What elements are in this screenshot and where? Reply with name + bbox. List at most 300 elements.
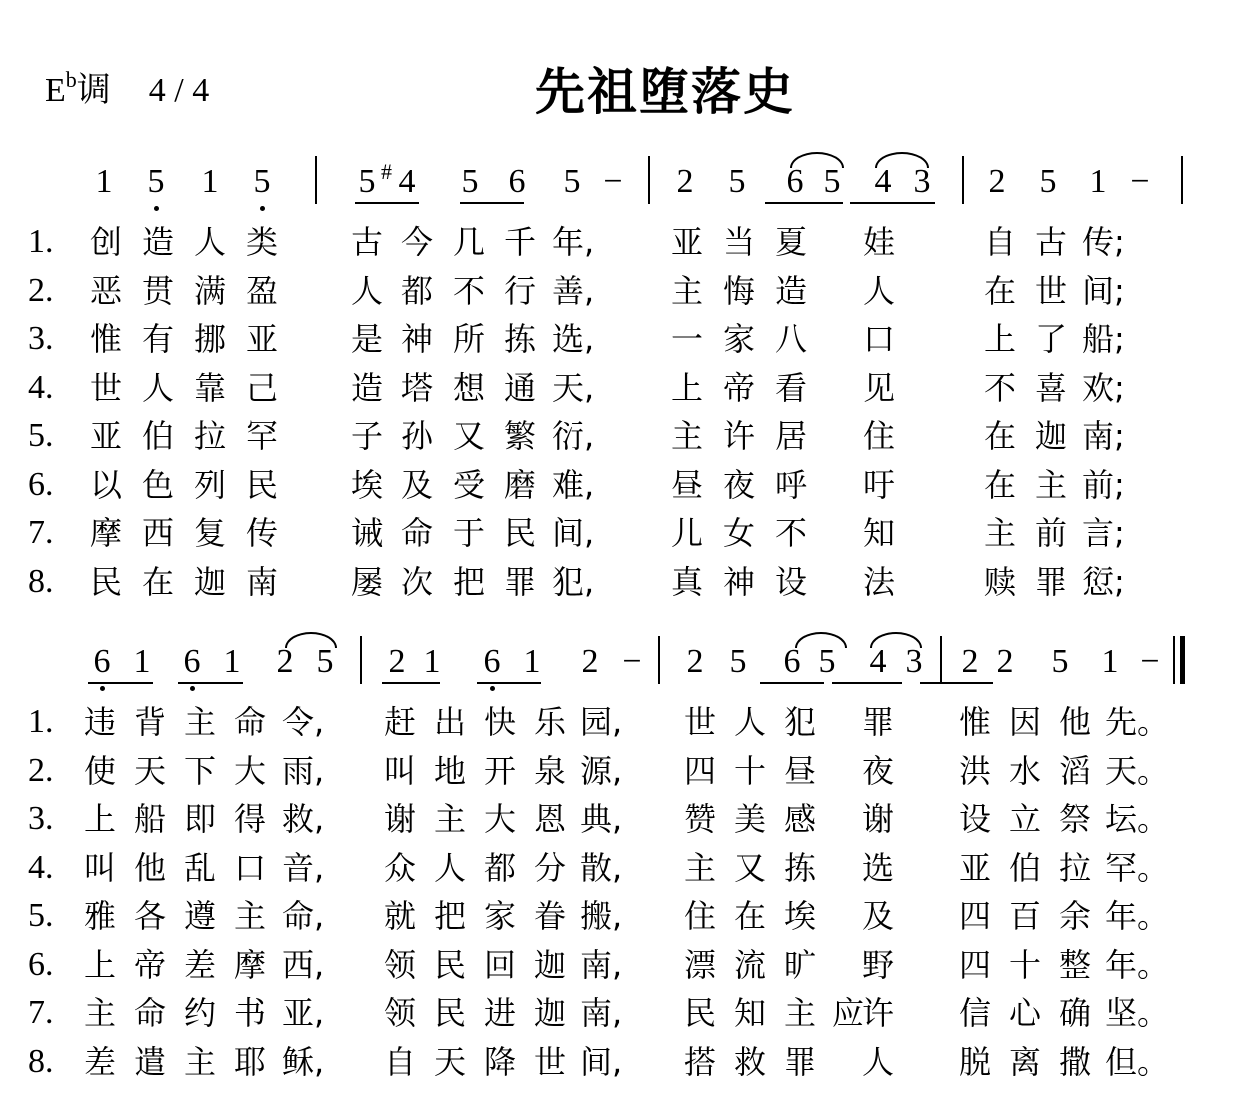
lyric-syllable: 是 [350,320,383,358]
lyric-syllable: 南; [1082,417,1125,455]
note [520,642,544,682]
lyric-syllable: 背 [133,703,166,741]
verse-number: 3. [28,800,54,837]
lyric-syllable: 叫 [383,751,416,790]
lyric-syllable: 民 [433,994,466,1032]
lyric-syllable: 上 [83,800,116,838]
lyric-syllable: 造 [774,271,807,310]
lyric-syllable: 满 [193,271,226,310]
lyric-syllable: 坛。 [1105,800,1170,838]
verse-line [28,269,1228,313]
lyric-syllable: 余 [1058,897,1091,935]
lyric-syllable: 人 [862,271,895,310]
lyric-syllable: 罪 [783,1042,816,1081]
note [783,162,807,202]
lyric-syllable: 洪 [958,751,991,790]
lyric-syllable: 知 [862,514,895,552]
note [273,642,297,682]
lyric-syllable: 犯, [552,562,595,601]
lyric-syllable: 赎 [983,562,1016,601]
lyric-syllable: 人 [141,368,174,407]
lyric-syllable: 摩 [89,514,122,552]
note-digit: 2 [686,643,704,680]
lyric-syllable: 贯 [141,271,174,310]
lyric-syllable: 家 [722,320,755,358]
verse-line [28,991,1228,1035]
lyric-syllable: 他 [1058,703,1091,741]
note-digit: 5 [563,163,581,200]
barline [1181,156,1183,204]
verse-number: 7. [28,994,54,1031]
lyric-syllable: 船 [133,800,166,838]
lyric-syllable: 在 [141,562,174,601]
eighth-note-beam [88,682,153,684]
lyric-syllable: 船; [1082,320,1125,358]
lyric-syllable: 年。 [1105,945,1170,984]
lyric-syllable: 喜 [1034,368,1067,407]
lyric-syllable: 迦 [193,562,226,601]
note [560,162,584,202]
barline [360,636,362,684]
note-digit: 2 [276,643,294,680]
note-digit: 1 [133,643,151,680]
lyric-syllable: 伯 [141,417,174,455]
lyric-syllable: 色 [141,465,174,504]
song-title: 先祖堕落史 [535,63,795,121]
lyric-syllable: 应 [831,994,864,1032]
lyric-syllable: 塔 [400,368,433,407]
verse-number: 2. [28,271,54,309]
note [144,162,168,202]
lyric-syllable: 罕 [245,417,278,455]
lyric-syllable: 神 [400,320,433,358]
lyric-syllable: 善, [552,271,595,310]
lyric-syllable: 西 [141,514,174,552]
lyric-syllable: 以 [89,465,122,504]
eighth-note-beam [477,682,541,684]
lyric-syllable: 都 [400,271,433,310]
lyric-syllable: 领 [383,994,416,1032]
note-digit: 3 [905,643,923,680]
lyric-syllable: 埃 [783,897,816,935]
lyric-syllable: 言; [1082,514,1125,552]
lyric-syllable: 间, [552,514,595,552]
lyric-syllable: 赞 [683,800,716,838]
lyric-syllable: 所 [452,320,485,358]
lyric-syllable: 帝 [722,368,755,407]
lyric-syllable: 滔 [1058,751,1091,790]
lyric-syllable: 己 [245,368,278,407]
lyric-syllable: 居 [774,417,807,455]
lyric-syllable: 世 [533,1042,566,1081]
lyric-syllable: 野 [861,945,894,984]
time-signature: 4 / 4 [148,72,210,109]
note-digit: 4 [874,163,892,200]
eighth-note-beam [382,682,440,684]
lyric-syllable: 列 [193,465,226,504]
lyric-syllable: 世 [89,368,122,407]
lyric-syllable: 救 [733,1042,766,1081]
lyric-syllable: 令, [282,703,325,741]
lyric-syllable: 见 [862,368,895,407]
lyric-syllable: 四 [958,945,991,984]
lyric-syllable: 民 [89,562,122,601]
lyric-syllable: 救, [282,800,325,838]
verse-number: 6. [28,465,54,503]
note [1086,162,1110,202]
score-system-2 [0,642,1246,702]
lyric-syllable: 在 [733,897,766,935]
barline [940,636,942,684]
lyric-syllable: 人 [350,271,383,310]
note [458,162,482,202]
lyric-syllable: 祭 [1058,800,1091,838]
lyric-syllable: 复 [193,514,226,552]
lyric-syllable: 主 [233,897,266,935]
verse-line [28,700,1228,744]
lyric-syllable: 自 [983,223,1016,261]
lyric-syllable: 人 [861,1042,894,1081]
lyric-syllable: 又 [733,848,766,887]
verse-line [28,220,1228,264]
note [578,642,602,682]
note [815,642,839,682]
note-digit: 5 [147,163,165,200]
note-digit: 3 [913,163,931,200]
lyric-syllable: 各 [133,897,166,935]
lyric-syllable: 心 [1008,994,1041,1032]
note-digit: 5 [1039,163,1057,200]
verse-line [28,894,1228,938]
lyric-syllable: 愆; [1082,562,1125,601]
lyric-syllable: 先。 [1105,703,1170,741]
lyric-syllable: 呼 [774,465,807,504]
lyric-syllable: 伯 [1008,848,1041,887]
lyric-syllable: 主 [433,800,466,838]
eighth-note-beam [178,682,243,684]
lyric-syllable: 造 [141,223,174,261]
lyric-syllable: 八 [774,320,807,358]
lyric-syllable: 口 [862,320,895,358]
note-digit: 2 [388,643,406,680]
note [355,162,379,202]
lyric-syllable: 众 [383,848,416,887]
lyric-syllable: 命, [282,897,325,935]
verse-number: 4. [28,848,54,886]
lyric-syllable: 迦 [533,945,566,984]
lyric-syllable: 次 [400,562,433,601]
note-digit: 2 [581,643,599,680]
lyric-syllable: 整 [1058,945,1091,984]
eighth-note-beam [460,202,524,204]
lyric-syllable: 欢; [1082,368,1125,407]
lyric-syllable: 使 [83,751,116,790]
lyric-syllable: 盈 [245,271,278,310]
lyric-syllable: 上 [983,320,1016,358]
lyric-syllable: 搭 [683,1042,716,1081]
verse-line [28,846,1228,890]
lyric-syllable: 帝 [133,945,166,984]
lyric-syllable: 恩 [533,800,566,838]
lyric-syllable: 人 [433,848,466,887]
note [673,162,697,202]
lyric-syllable: 十 [1008,945,1041,984]
lyric-syllable: 昼 [670,465,703,504]
note-digit: 1 [423,643,441,680]
lyric-syllable: 家 [483,897,516,935]
slur-arc [285,632,337,648]
slur-arc [870,632,922,648]
lyric-syllable: 南, [580,994,623,1032]
lyric-syllable: 耶 [233,1042,266,1081]
slur-arc [875,152,929,168]
lyric-syllable: 上 [83,945,116,984]
note [726,642,750,682]
lyric-syllable: 住 [862,417,895,455]
lyric-syllable: 惟 [958,703,991,741]
lyric-syllable: 谢 [861,800,894,838]
lyric-syllable: 自 [383,1042,416,1081]
lyric-syllable: 漂 [683,945,716,984]
lyric-syllable: 美 [733,800,766,838]
lyric-syllable: 想 [452,368,485,407]
lyric-syllable: 拣 [783,848,816,887]
lyric-syllable: 主 [670,417,703,455]
verse-number: 2. [28,751,54,789]
score-system-1 [0,159,1246,222]
lyric-syllable: 受 [452,465,485,504]
lyric-syllable: 摩 [233,945,266,984]
lyric-syllable: 前 [1034,514,1067,552]
lyric-syllable: 古 [350,223,383,261]
lyric-syllable: 把 [452,562,485,601]
eighth-note-beam [920,682,993,684]
verse-line [28,560,1228,604]
lyric-syllable: 十 [733,751,766,790]
eighth-note-beam [760,682,824,684]
verse-number: 7. [28,514,54,551]
note [683,642,707,682]
barline [1173,636,1175,684]
note-digit: 1 [95,163,113,200]
note [993,642,1017,682]
lyric-syllable: 传; [1082,223,1125,261]
lyric-syllable: 主 [183,1042,216,1081]
lyric-syllable: 大 [483,800,516,838]
lyric-syllable: 遣 [133,1042,166,1081]
lyric-syllable: 典, [580,800,623,838]
final-barline [1180,636,1185,684]
verse-number: 3. [28,320,54,357]
low-octave-dot [490,686,495,691]
lyric-syllable: 脱 [958,1042,991,1081]
note-digit: 2 [676,163,694,200]
lyric-syllable: 即 [183,800,216,838]
lyric-syllable: 于 [452,514,485,552]
lyric-syllable: 罪 [503,562,536,601]
lyric-syllable: 命 [133,994,166,1032]
eighth-note-beam [355,202,419,204]
eighth-note-beam [832,682,902,684]
lyric-syllable: 百 [1008,897,1041,935]
lyric-syllable: 昼 [783,751,816,790]
lyric-syllable: 儿 [670,514,703,552]
lyric-syllable: 天 [433,1042,466,1081]
lyric-syllable: 罪 [861,703,894,741]
note-digit: 2 [988,163,1006,200]
lyric-syllable: 主 [683,848,716,887]
verse-number: 6. [28,945,54,983]
lyric-syllable: 散, [580,848,623,887]
lyric-syllable: 遵 [183,897,216,935]
note [820,162,844,202]
lyric-syllable: 确 [1058,994,1091,1032]
lyric-syllable: 四 [958,897,991,935]
note [866,642,890,682]
verse-number: 1. [28,703,54,740]
note-digit: 1 [201,163,219,200]
note [220,642,244,682]
note [505,162,529,202]
lyric-syllable: 坚。 [1105,994,1170,1032]
lyric-syllable: 就 [383,897,416,935]
note-digit: − [1140,643,1160,680]
lyric-syllable: 住 [683,897,716,935]
lyric-syllable: 当 [722,223,755,261]
lyric-syllable: 他 [133,848,166,887]
lyric-syllable: 命 [400,514,433,552]
lyric-syllable: 感 [783,800,816,838]
lyric-syllable: 地 [433,751,466,790]
verse-line [28,414,1228,458]
lyric-syllable: 出 [433,703,466,741]
lyric-syllable: 古 [1034,223,1067,261]
note-digit: 6 [508,163,526,200]
lyric-syllable: 设 [958,800,991,838]
lyric-syllable: 孙 [400,417,433,455]
lyric-syllable: 夜 [861,751,894,790]
note [1036,162,1060,202]
lyric-syllable: 立 [1008,800,1041,838]
lyric-syllable: 差 [83,1042,116,1081]
sustain-dash [620,642,644,682]
lyric-syllable: 分 [533,848,566,887]
lyric-syllable: 天 [133,751,166,790]
verse-line [28,797,1228,841]
note-digit: 5 [729,643,747,680]
verse-number: 5. [28,417,54,454]
lyric-syllable: 亚 [958,848,991,887]
verse-line [28,1040,1228,1084]
lyric-syllable: 领 [383,945,416,984]
lyric-syllable: 书 [233,994,266,1032]
lyric-syllable: 屡 [350,562,383,601]
lyric-syllable: 犯 [783,703,816,741]
lyric-syllable: 稣, [282,1042,325,1081]
barline [658,636,660,684]
lyric-syllable: 世 [683,703,716,741]
note-digit: − [1130,163,1150,200]
note-digit: − [622,643,642,680]
lyric-syllable: 民 [503,514,536,552]
lyric-syllable: 撒 [1058,1042,1091,1081]
lyric-syllable: 赶 [383,703,416,741]
low-octave-dot [190,686,195,691]
lyric-syllable: 天。 [1105,751,1170,790]
lyric-syllable: 选, [552,320,595,358]
lyric-syllable: 天, [552,368,595,407]
lyric-syllable: 埃 [350,465,383,504]
lyric-syllable: 了 [1034,320,1067,358]
note-digit: 6 [783,643,801,680]
note-digit: 1 [1089,163,1107,200]
verse-line [28,366,1228,410]
lyric-syllable: 在 [983,465,1016,504]
note [725,162,749,202]
lyric-syllable: 夜 [722,465,755,504]
sharp-sign: # [381,159,392,184]
note-digit: 5 [823,163,841,200]
lyric-syllable: 娃 [862,223,895,261]
lyric-syllable: 及 [861,897,894,935]
lyric-syllable: 开 [483,751,516,790]
note [910,162,934,202]
lyric-syllable: 吁 [862,465,895,504]
note-digit: 1 [1101,643,1119,680]
lyric-syllable: 拉 [1058,848,1091,887]
lyric-syllable: 磨 [503,465,536,504]
slur-arc [795,632,847,648]
lyric-syllable: 谢 [383,800,416,838]
note [198,162,222,202]
lyric-syllable: 搬, [580,897,623,935]
lyric-syllable: 把 [433,897,466,935]
note-digit: 5 [461,163,479,200]
lyric-syllable: 繁 [503,417,536,455]
lyric-syllable: 南, [580,945,623,984]
lyric-syllable: 亚 [89,417,122,455]
lyric-syllable: 在 [983,417,1016,455]
lyric-syllable: 靠 [193,368,226,407]
verse-line [28,943,1228,987]
lyric-syllable: 难, [552,465,595,504]
lyric-syllable: 降 [483,1042,516,1081]
sustain-dash [1128,162,1152,202]
lyric-syllable: 西, [282,945,325,984]
lyric-syllable: 年, [552,223,595,261]
note [381,159,419,202]
note-digit: 6 [786,163,804,200]
note [130,642,154,682]
lyric-syllable: 不 [452,271,485,310]
note-digit: 1 [223,643,241,680]
lyric-syllable: 衍, [552,417,595,455]
lyric-syllable: 主 [183,703,216,741]
lyric-syllable: 民 [683,994,716,1032]
lyric-syllable: 诫 [350,514,383,552]
lyric-syllable: 离 [1008,1042,1041,1081]
lyric-syllable: 传 [245,514,278,552]
verse-number: 8. [28,1042,54,1080]
note-digit: 4 [398,163,416,200]
lyric-syllable: 千 [503,223,536,261]
barline [648,156,650,204]
lyric-syllable: 几 [452,223,485,261]
note-digit: 6 [183,643,201,680]
lyric-syllable: 旷 [783,945,816,984]
note-digit: 6 [483,643,501,680]
eighth-note-beam [765,202,843,204]
